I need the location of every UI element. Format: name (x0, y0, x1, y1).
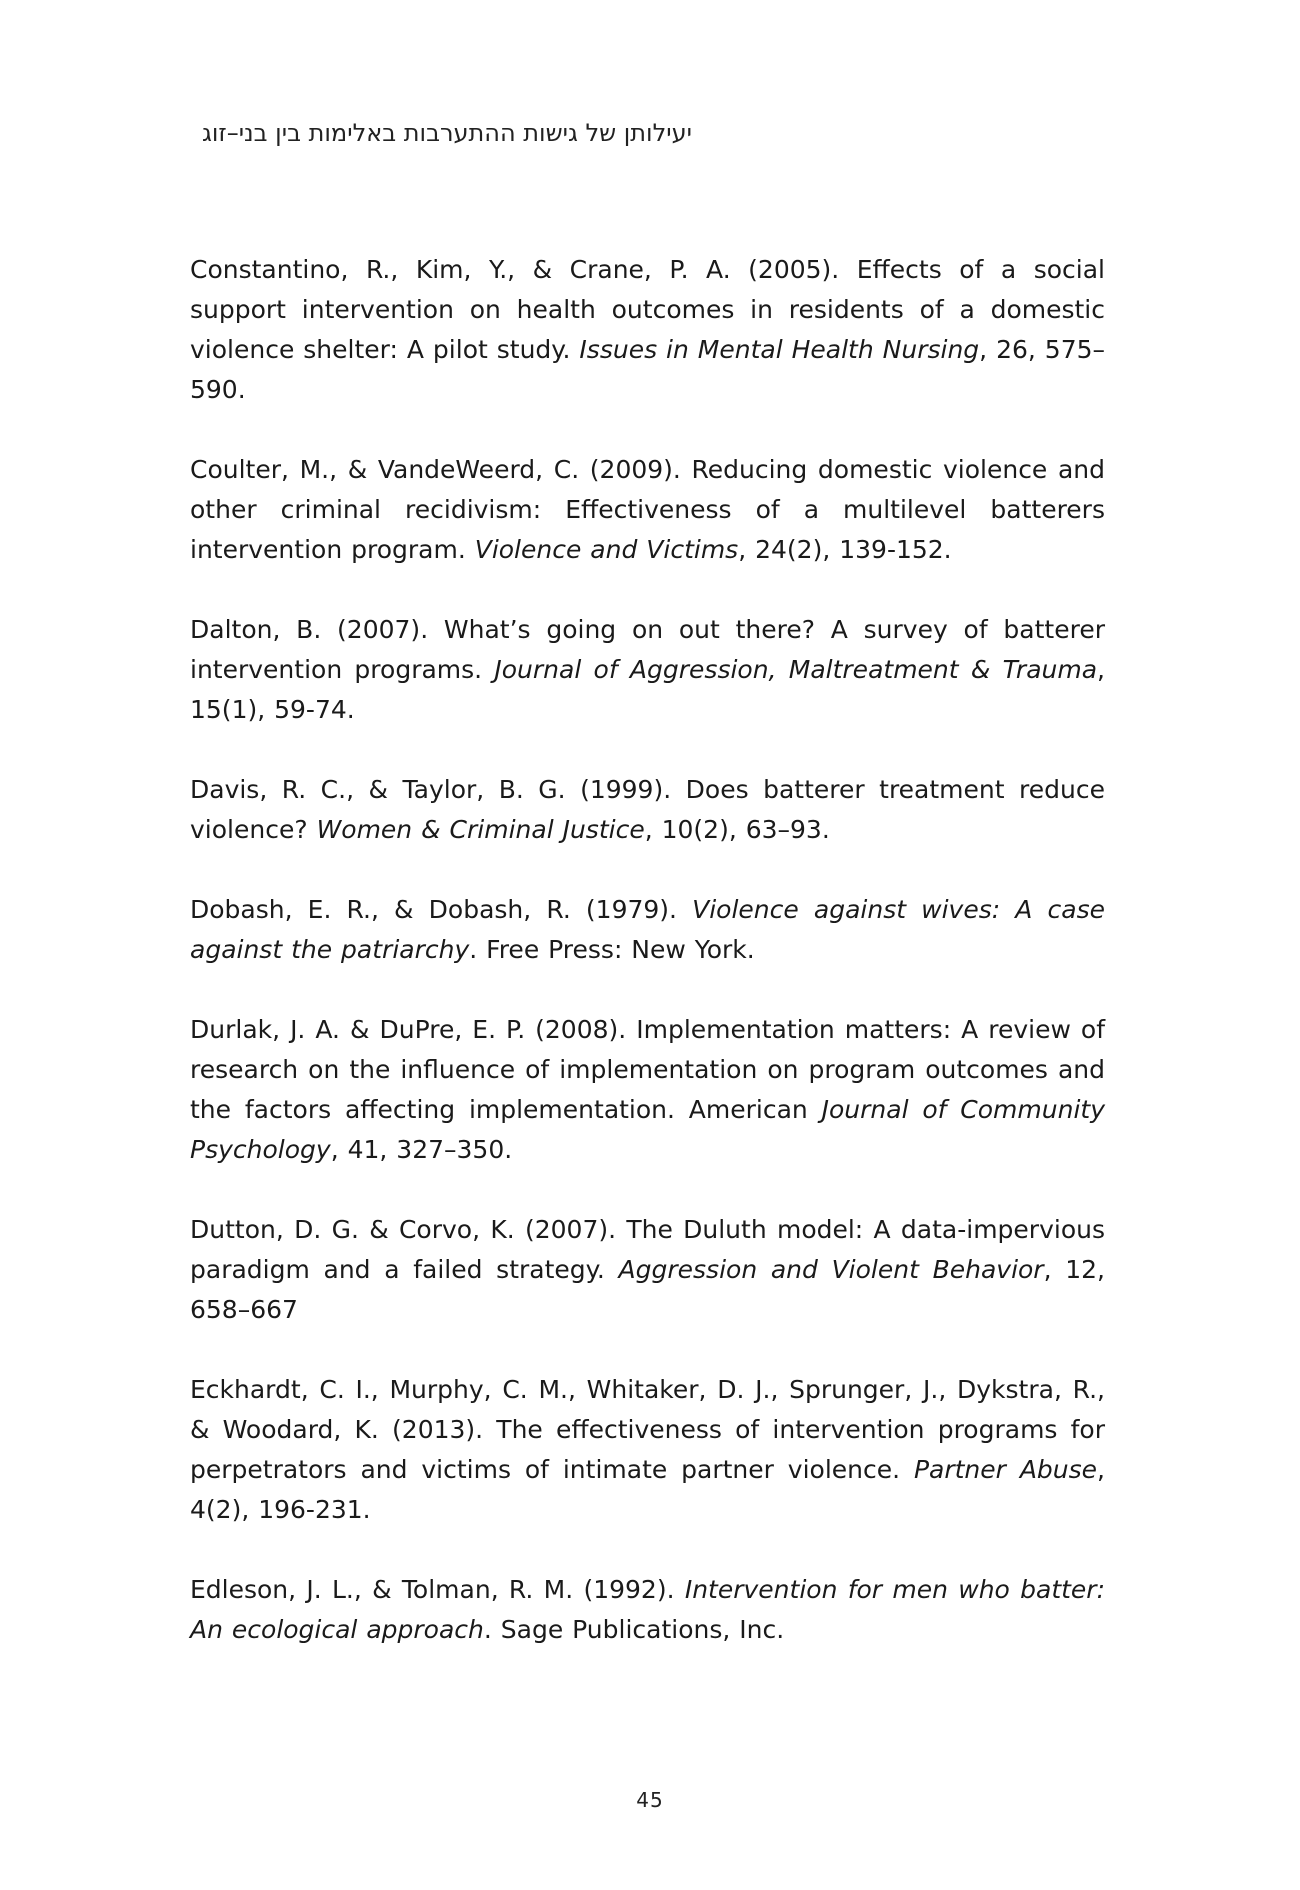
reference-details: , 4(2), 196-231. (190, 1455, 1105, 1524)
reference-entry (190, 1370, 1105, 1530)
reference-text: Dobash, E. R., & Dobash, R. (1979). (190, 895, 693, 924)
reference-list (190, 250, 1105, 1690)
running-header: יעילותן של גישות ההתערבות באלימות בין בני–זוג (201, 119, 692, 147)
reference-source-title: Intervention for men who batter: An ecological approach (190, 1575, 1105, 1644)
reference-details: , 41, 327–350. (330, 1135, 513, 1164)
reference-source-title: Women & Criminal Justice (316, 815, 645, 844)
reference-source-title: Journal of Community Psychology (190, 1095, 1105, 1164)
reference-source-title: Aggression and Violent Behavior (618, 1255, 1044, 1284)
reference-source-title: Violence against wives: A case against the patriarchy (190, 895, 1105, 964)
reference-details: , 10(2), 63–93. (644, 815, 830, 844)
reference-text: Coulter, M., & VandeWeerd, C. (2009). Reducing domestic violence and other criminal recidivism: Effectiveness of a multilevel batterers intervention program. (190, 455, 1105, 564)
reference-source-title: Journal of Aggression, Maltreatment & Trauma (494, 655, 1098, 684)
reference-source-title: Violence and Victims (474, 535, 739, 564)
reference-entry (190, 450, 1105, 570)
reference-details: , 24(2), 139-152. (738, 535, 952, 564)
page-number: 45 (636, 1788, 664, 1812)
reference-text: Durlak, J. A. & DuPre, E. P. (2008). Implementation matters: A review of research on the influence of implementation on program outcomes and the factors affecting implementation. American (190, 1015, 1105, 1124)
reference-details: , 26, 575–590. (190, 335, 1105, 404)
reference-details: , 15(1), 59-74. (190, 655, 1105, 724)
reference-text: Dutton, D. G. & Corvo, K. (2007). The Duluth model: A data-impervious paradigm and a failed strategy. (190, 1215, 1105, 1284)
reference-entry (190, 1210, 1105, 1330)
reference-entry (190, 250, 1105, 410)
reference-entry (190, 1010, 1105, 1170)
reference-source-title: Partner Abuse (913, 1455, 1098, 1484)
reference-details: , 12, 658–667 (190, 1255, 1105, 1324)
reference-entry (190, 770, 1105, 850)
reference-entry (190, 610, 1105, 730)
reference-details: . Free Press: New York. (469, 935, 755, 964)
reference-entry (190, 890, 1105, 970)
reference-text: Edleson, J. L., & Tolman, R. M. (1992). (190, 1575, 685, 1604)
reference-text: Eckhardt, C. I., Murphy, C. M., Whitaker, D. J., Sprunger, J., Dykstra, R., & Woodard, K. (2013). The effectiveness of intervention programs for perpetrators and victims of intimate partner violence. (190, 1375, 1105, 1484)
reference-entry (190, 1570, 1105, 1650)
reference-text: Dalton, B. (2007). What’s going on out there? A survey of batterer intervention programs. (190, 615, 1105, 684)
reference-text: Davis, R. C., & Taylor, B. G. (1999). Does batterer treatment reduce violence? (190, 775, 1105, 844)
reference-text: Constantino, R., Kim, Y., & Crane, P. A. (2005). Effects of a social support intervention on health outcomes in residents of a domestic violence shelter: A pilot study. (190, 255, 1105, 364)
reference-source-title: Issues in Mental Health Nursing (579, 335, 980, 364)
reference-details: . Sage Publications, Inc. (483, 1615, 785, 1644)
